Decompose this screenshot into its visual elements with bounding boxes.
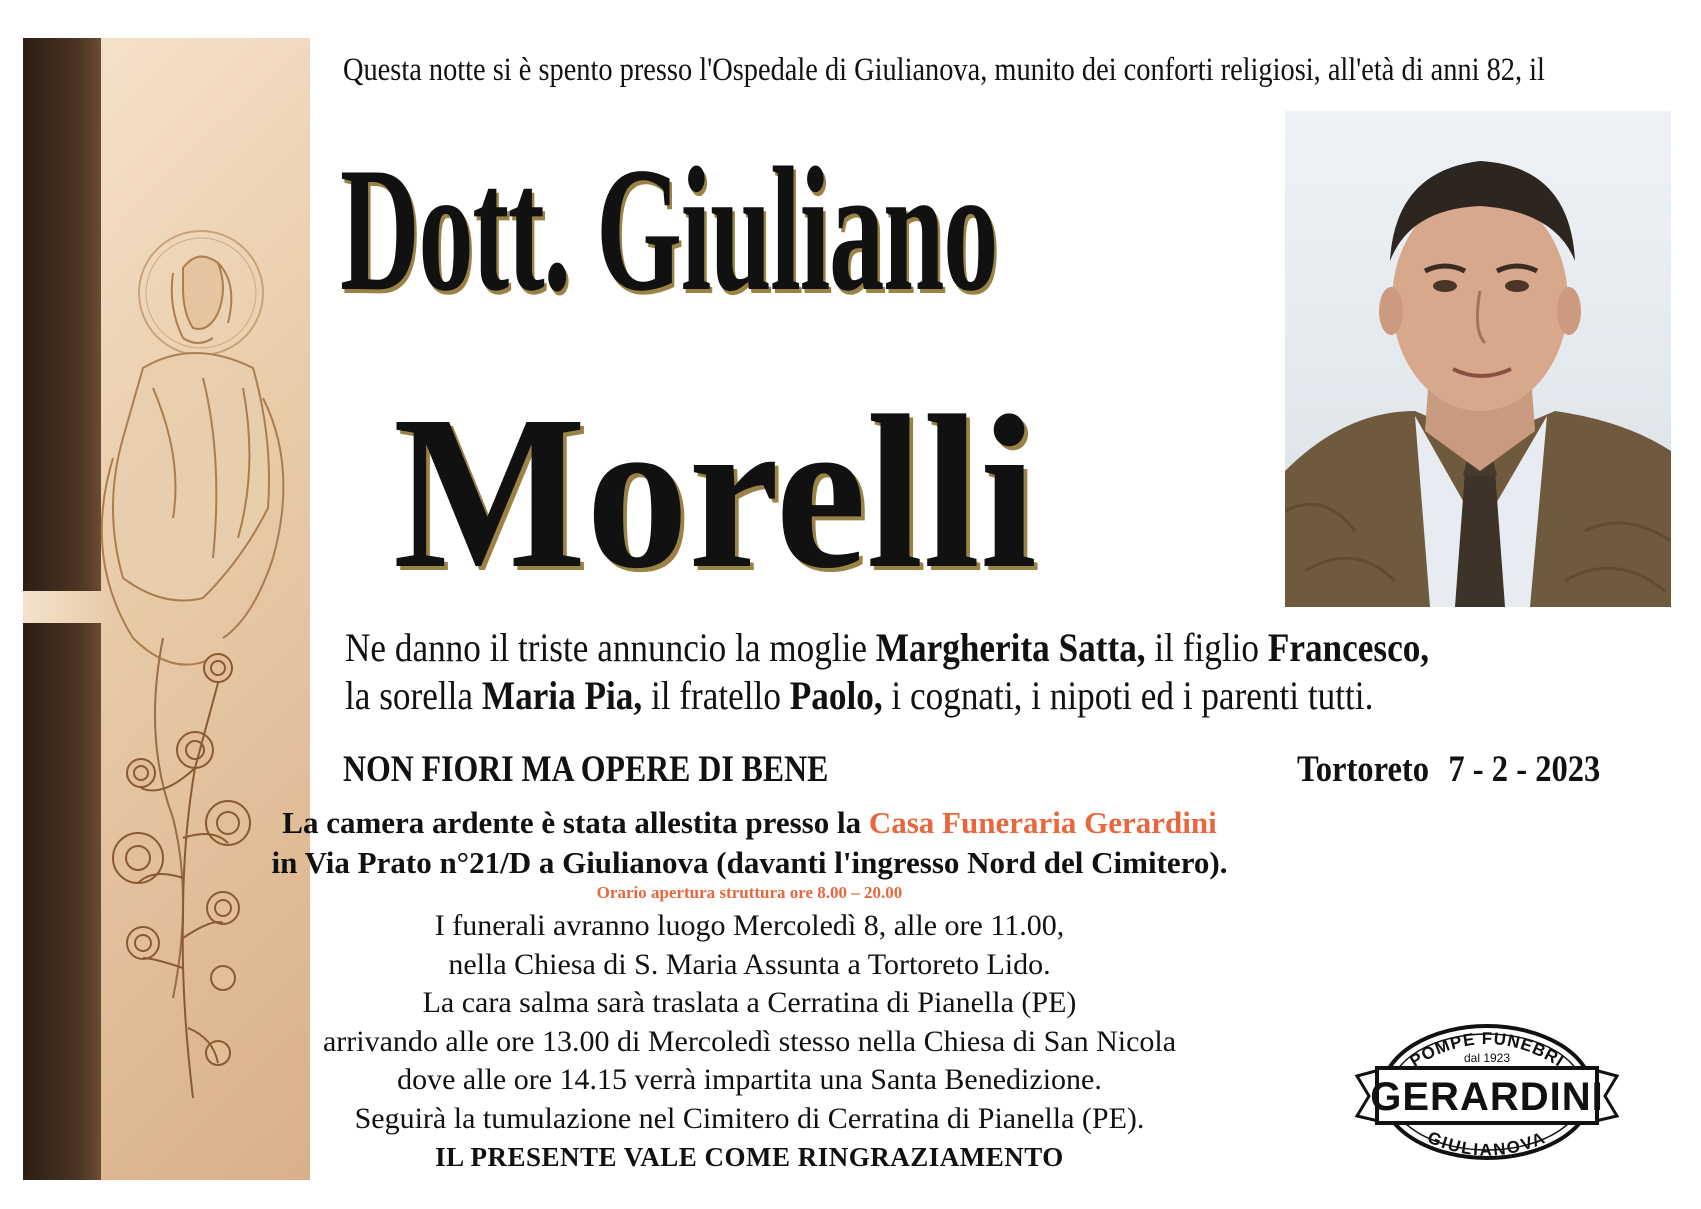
family-announcement <box>345 624 1524 720</box>
son-name: Francesco, <box>1267 625 1430 670</box>
funeral-line: La cara salma sarà traslata a Cerratina di Pianella (PE) <box>422 986 1077 1019</box>
funeral-home-name: Casa Funeraria Gerardini <box>868 805 1217 840</box>
svg-text:GIULIANOVA: GIULIANOVA <box>1424 1127 1550 1160</box>
funeral-line: dove alle ore 14.15 verrà impartita una Santa Benedizione. <box>397 1063 1102 1096</box>
intro-text: Questa notte si è spento presso l'Ospedale di Giulianova, munito dei conforti religiosi, all'età di anni 82, il <box>343 52 1545 88</box>
thanks-notice: IL PRESENTE VALE COME RINGRAZIAMENTO <box>435 1142 1064 1172</box>
announcement-line-2: la sorella Maria Pia, il fratello Paolo, i cognati, i nipoti ed i parenti tutti. <box>345 673 1374 718</box>
svg-text:dal 1923: dal 1923 <box>1463 1051 1511 1065</box>
funeral-line: Seguirà la tumulazione nel Cimitero di Cerratina di Pianella (PE). <box>354 1101 1145 1135</box>
deceased-surname: Morelli <box>393 370 1037 614</box>
funeral-line: arrivando alle ore 13.00 di Mercoledì stesso nella Chiesa di San Nicola <box>322 1024 1177 1058</box>
brother-name: Paolo, <box>789 673 883 718</box>
sister-name: Maria Pia, <box>481 673 643 718</box>
deceased-title-first-name: Dott. Giuliano <box>340 130 998 328</box>
portrait-photo <box>1285 111 1671 607</box>
chapel-address: in Via Prato n°21/D a Giulianova (davanti l'ingresso Nord del Cimitero). <box>271 845 1228 880</box>
funeral-line: I funerali avranno luogo Mercoledì 8, alle ore 11.00, <box>434 909 1065 942</box>
place-and-date <box>1297 748 1600 791</box>
svg-text:POMPE FUNEBRI: POMPE FUNEBRI <box>1406 1028 1568 1071</box>
date: 7 - 2 - 2023 <box>1448 749 1601 790</box>
funeral-line: nella Chiesa di S. Maria Assunta a Tortoreto Lido. <box>448 947 1051 981</box>
announcement-line-1: Ne danno il triste annuncio la moglie Margherita Satta, il figlio Francesco, <box>345 625 1430 670</box>
svg-text:GERARDINI: GERARDINI <box>1370 1075 1604 1119</box>
place: Tortoreto <box>1297 749 1430 790</box>
gerardini-logo <box>1347 1018 1627 1166</box>
opening-hours: Orario apertura struttura ore 8.00 – 20.00 <box>596 883 903 902</box>
no-flowers-notice: NON FIORI MA OPERE DI BENE <box>343 749 829 790</box>
wife-name: Margherita Satta, <box>875 625 1146 670</box>
chapel-info: La camera ardente è stata allestita presso la Casa Funeraria Gerardini in Via Prato n°21/D a Giulianova (davanti l'ingresso Nord del Cimitero). <box>271 805 1228 880</box>
